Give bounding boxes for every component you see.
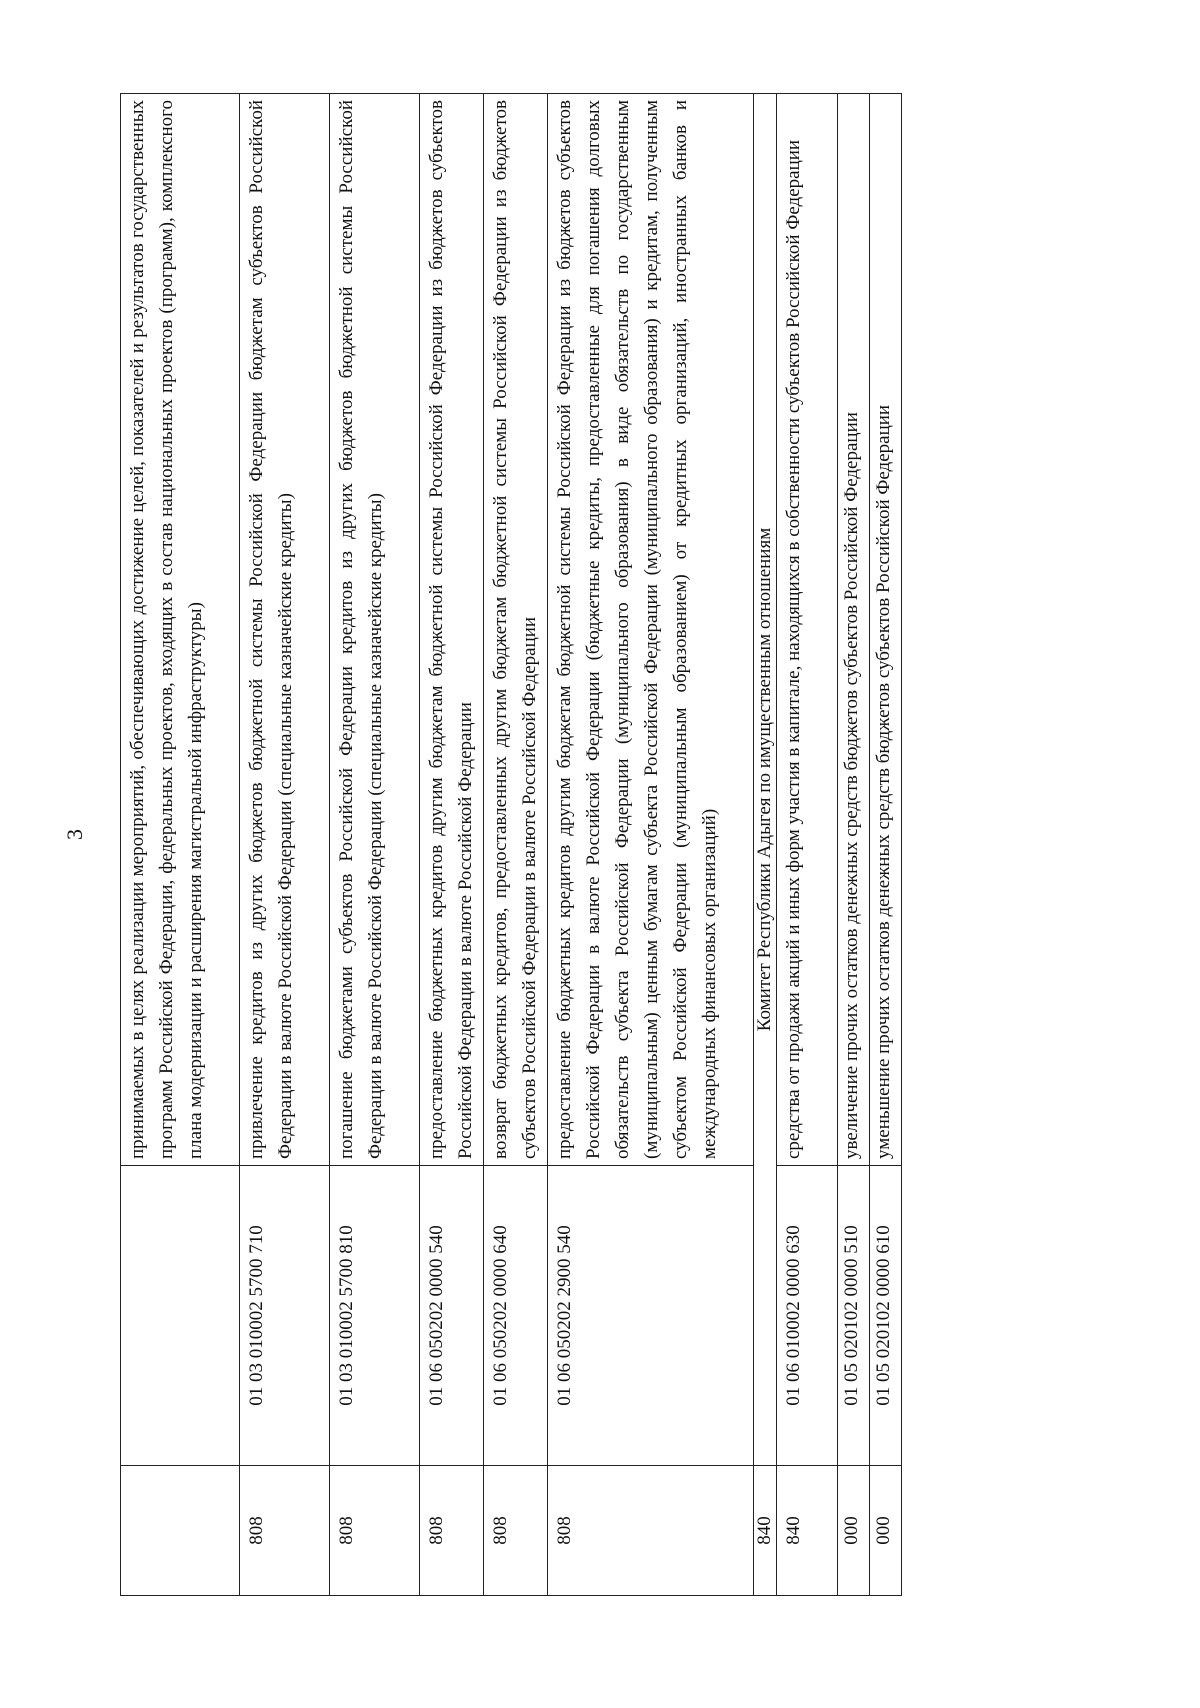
budget-codes-table xyxy=(120,93,902,1596)
admin-code-cell: 808 xyxy=(548,1466,754,1596)
committee-heading: Комитет Республики Адыгея по имущественным отношениям xyxy=(754,94,777,1466)
rotated-page-content xyxy=(120,94,900,1596)
source-code-cell: 01 03 010002 5700 710 xyxy=(240,1166,330,1466)
page-number: 3 xyxy=(62,829,87,840)
description-cell: увеличение прочих остатков денежных средств бюджетов субъектов Российской Федерации xyxy=(838,94,870,1166)
admin-code-cell: 808 xyxy=(330,1466,420,1596)
description-cell: предоставление бюджетных кредитов другим бюджетам бюджетной системы Российской Федерации из бюджетов субъектов Российской Федерации в валюте Российской Федерации xyxy=(420,94,484,1166)
admin-code-cell: 808 xyxy=(484,1466,548,1596)
admin-code-cell: 000 xyxy=(870,1466,902,1596)
source-code-cell: 01 05 020102 0000 510 xyxy=(838,1166,870,1466)
source-code-cell: 01 06 050202 2900 540 xyxy=(548,1166,754,1466)
description-cell: предоставление бюджетных кредитов другим бюджетам бюджетной системы Российской Федерации из бюджетов субъектов Российской Федерации в валюте Российской Федерации (бюджетные кредиты, предоставленные для погашения долговых обязательств субъекта Российской Федерации (муниципального образования) в виде обязательств по государственным (муниципальным) ценным бумагам субъекта Российской Федерации (муниципального образования) и кредитам, полученным субъектом Российской Федерации (муниципальным образованием) от кредитных организаций, иностранных банков и международных финансовых организаций) xyxy=(548,94,754,1166)
description-cell: возврат бюджетных кредитов, предоставленных другим бюджетам бюджетной системы Российской Федерации из бюджетов субъектов Российской Федерации в валюте Российской Федерации xyxy=(484,94,548,1166)
table-row xyxy=(754,94,777,1596)
source-code-cell: 01 05 020102 0000 610 xyxy=(870,1166,902,1466)
table-row xyxy=(330,94,420,1596)
admin-code-cell xyxy=(121,1466,240,1596)
source-code-cell xyxy=(121,1166,240,1466)
table-row xyxy=(777,94,838,1596)
description-cell: привлечение кредитов из других бюджетов бюджетной системы Российской Федерации бюджетам субъектов Российской Федерации в валюте Российской Федерации (специальные казначейские кредиты) xyxy=(240,94,330,1166)
admin-code-cell: 808 xyxy=(420,1466,484,1596)
table-row xyxy=(548,94,754,1596)
source-code-cell: 01 06 050202 0000 540 xyxy=(420,1166,484,1466)
source-code-cell: 01 06 010002 0000 630 xyxy=(777,1166,838,1466)
admin-code-cell: 000 xyxy=(838,1466,870,1596)
table-row xyxy=(121,94,240,1596)
table-row xyxy=(240,94,330,1596)
table-row xyxy=(484,94,548,1596)
admin-code-cell: 840 xyxy=(754,1466,777,1596)
source-code-cell: 01 03 010002 5700 810 xyxy=(330,1166,420,1466)
description-cell: принимаемых в целях реализации мероприятий, обеспечивающих достижение целей, показателей и результатов государственных программ Российской Федерации, федеральных проектов, входящих в состав национальных проектов (программ), комплексного плана модернизации и расширения магистральной инфраструктуры) xyxy=(121,94,240,1166)
admin-code-cell: 808 xyxy=(240,1466,330,1596)
description-cell: уменьшение прочих остатков денежных средств бюджетов субъектов Российской Федерации xyxy=(870,94,902,1166)
description-cell: средства от продажи акций и иных форм участия в капитале, находящихся в собственности субъектов Российской Федерации xyxy=(777,94,838,1166)
table-row xyxy=(838,94,870,1596)
description-cell: погашение бюджетами субъектов Российской Федерации кредитов из других бюджетов бюджетной системы Российской Федерации в валюте Российской Федерации (специальные казначейские кредиты) xyxy=(330,94,420,1166)
admin-code-cell: 840 xyxy=(777,1466,838,1596)
source-code-cell: 01 06 050202 0000 640 xyxy=(484,1166,548,1466)
table-row xyxy=(420,94,484,1596)
table-row xyxy=(870,94,902,1596)
